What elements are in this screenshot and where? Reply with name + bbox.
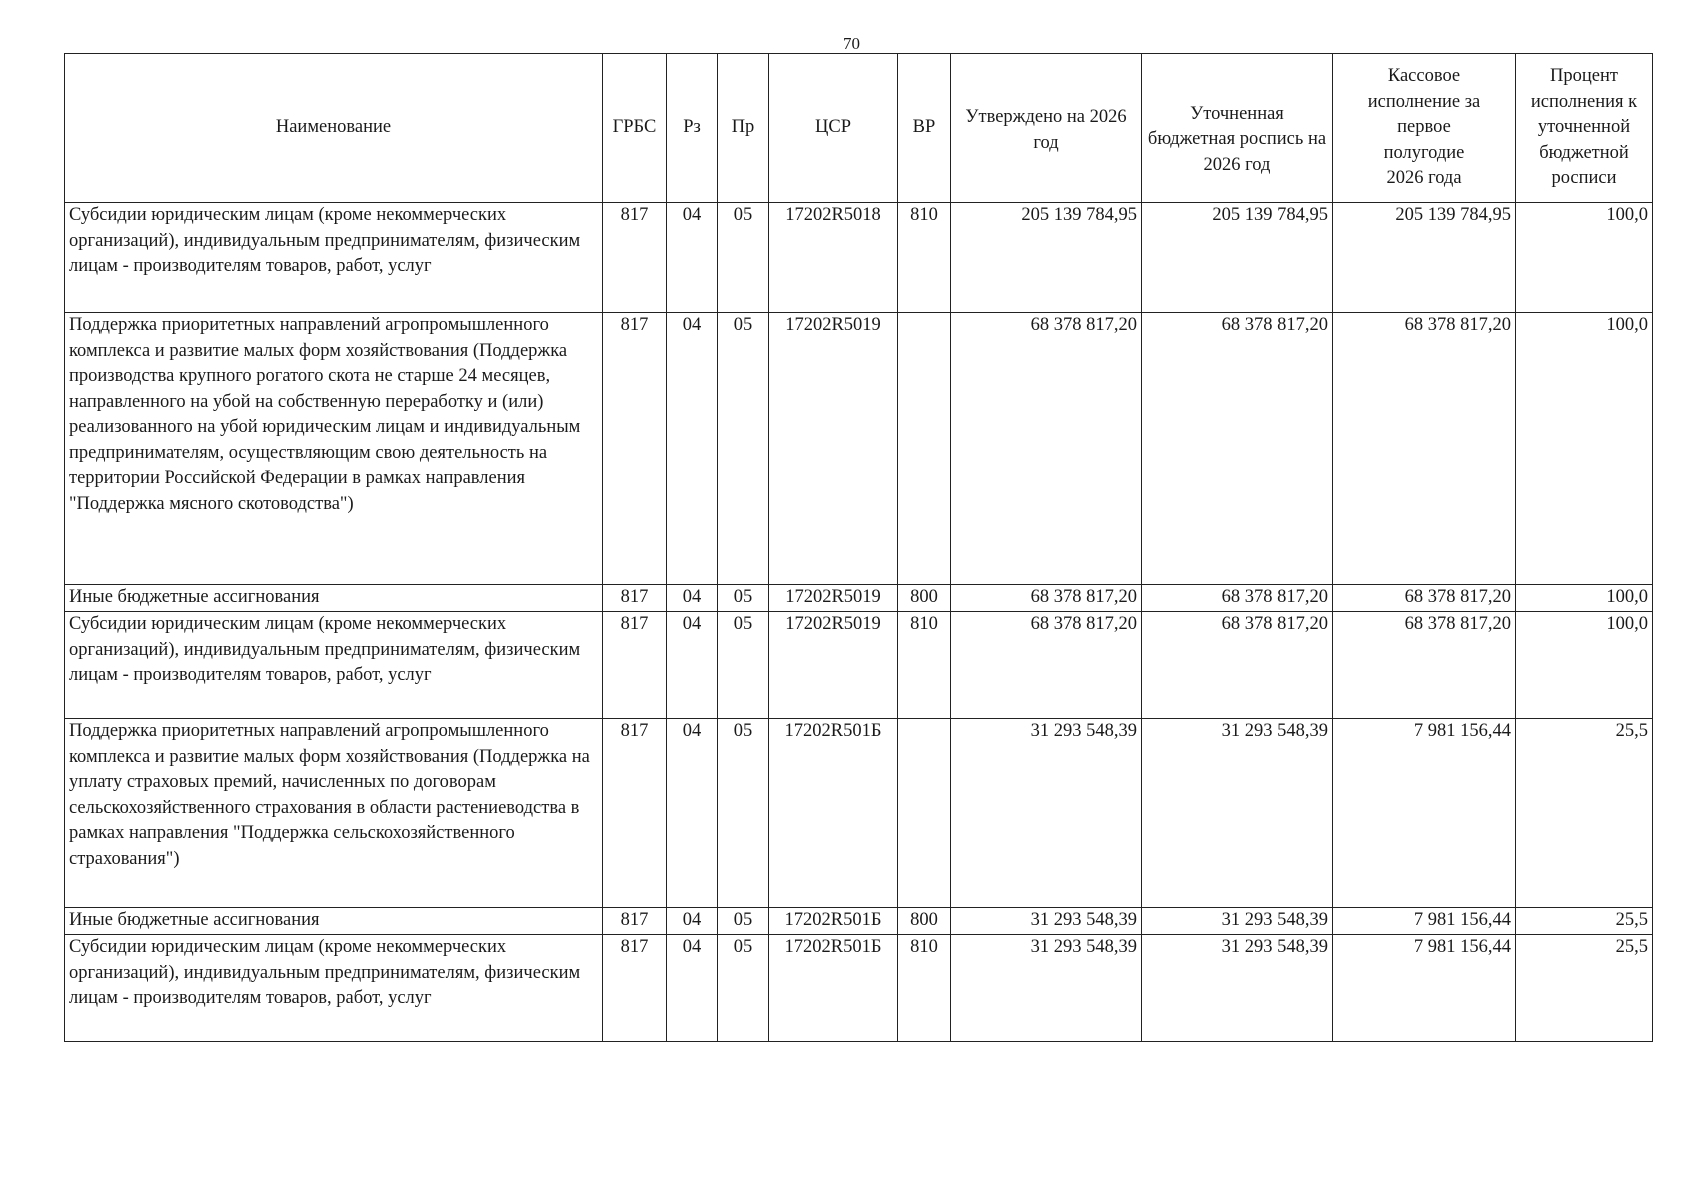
row-cash: 68 378 817,20 (1333, 585, 1516, 612)
row-pr: 05 (718, 935, 769, 1042)
row-pr: 05 (718, 612, 769, 719)
header-percent: Процент исполнения к уточненной бюджетной росписи (1516, 54, 1653, 203)
header-vr: ВР (898, 54, 951, 203)
table-row (65, 908, 1653, 935)
row-rz: 04 (667, 612, 718, 719)
row-refined: 68 378 817,20 (1142, 313, 1333, 585)
row-pr: 05 (718, 908, 769, 935)
row-cash: 7 981 156,44 (1333, 908, 1516, 935)
row-percent: 25,5 (1516, 908, 1653, 935)
table-header-row (65, 54, 1653, 203)
row-percent: 100,0 (1516, 203, 1653, 313)
row-pr: 05 (718, 585, 769, 612)
row-percent: 25,5 (1516, 935, 1653, 1042)
row-vr: 800 (898, 908, 951, 935)
row-refined: 68 378 817,20 (1142, 612, 1333, 719)
row-grbs: 817 (603, 203, 667, 313)
row-csr: 17202R5019 (769, 585, 898, 612)
table-row (65, 719, 1653, 908)
row-cash: 7 981 156,44 (1333, 719, 1516, 908)
row-vr (898, 313, 951, 585)
row-csr: 17202R501Б (769, 719, 898, 908)
row-csr: 17202R501Б (769, 935, 898, 1042)
row-cash: 68 378 817,20 (1333, 612, 1516, 719)
row-percent: 25,5 (1516, 719, 1653, 908)
table-row (65, 935, 1653, 1042)
row-rz: 04 (667, 908, 718, 935)
row-rz: 04 (667, 313, 718, 585)
table-row (65, 612, 1653, 719)
row-name: Иные бюджетные ассигнования (65, 585, 603, 612)
table-row (65, 313, 1653, 585)
row-csr: 17202R5019 (769, 313, 898, 585)
row-rz: 04 (667, 935, 718, 1042)
row-refined: 205 139 784,95 (1142, 203, 1333, 313)
row-percent: 100,0 (1516, 612, 1653, 719)
row-pr: 05 (718, 313, 769, 585)
table-row (65, 203, 1653, 313)
row-approved: 68 378 817,20 (951, 612, 1142, 719)
row-approved: 31 293 548,39 (951, 908, 1142, 935)
header-pr: Пр (718, 54, 769, 203)
row-grbs: 817 (603, 719, 667, 908)
budget-execution-table (64, 53, 1653, 1042)
page-number: 70 (843, 34, 860, 53)
row-refined: 68 378 817,20 (1142, 585, 1333, 612)
row-approved: 68 378 817,20 (951, 313, 1142, 585)
header-approved: Утверждено на 2026 год (951, 54, 1142, 203)
row-approved: 31 293 548,39 (951, 935, 1142, 1042)
row-rz: 04 (667, 719, 718, 908)
row-grbs: 817 (603, 313, 667, 585)
row-name: Поддержка приоритетных направлений агропромышленного комплекса и развитие малых форм хозяйствования (Поддержка производства крупного рогатого скота не старше 24 месяцев, направленного на убой на собственную переработку и (или) реализованного на убой юридическим лицам и индивидуальным предпринимателям, осуществляющим свою деятельность на территории Российской Федерации в рамках направления "Поддержка мясного скотоводства") (65, 313, 603, 585)
row-vr (898, 719, 951, 908)
header-cash: Кассовое исполнение за первое полугодие 2026 года (1333, 54, 1516, 203)
row-grbs: 817 (603, 908, 667, 935)
row-approved: 205 139 784,95 (951, 203, 1142, 313)
row-rz: 04 (667, 585, 718, 612)
row-cash: 68 378 817,20 (1333, 313, 1516, 585)
row-name: Субсидии юридическим лицам (кроме некоммерческих организаций), индивидуальным предпринимателям, физическим лицам - производителям товаров, работ, услуг (65, 203, 603, 313)
row-vr: 810 (898, 612, 951, 719)
header-name: Наименование (65, 54, 603, 203)
row-name: Субсидии юридическим лицам (кроме некоммерческих организаций), индивидуальным предпринимателям, физическим лицам - производителям товаров, работ, услуг (65, 935, 603, 1042)
row-name: Поддержка приоритетных направлений агропромышленного комплекса и развитие малых форм хозяйствования (Поддержка на уплату страховых премий, начисленных по договорам сельскохозяйственного страхования в области растениеводства в рамках направления "Поддержка сельскохозяйственного страхования") (65, 719, 603, 908)
row-approved: 31 293 548,39 (951, 719, 1142, 908)
header-csr: ЦСР (769, 54, 898, 203)
row-csr: 17202R5019 (769, 612, 898, 719)
header-rz: Рз (667, 54, 718, 203)
header-refined: Уточненная бюджетная роспись на 2026 год (1142, 54, 1333, 203)
row-cash: 7 981 156,44 (1333, 935, 1516, 1042)
row-approved: 68 378 817,20 (951, 585, 1142, 612)
row-name: Субсидии юридическим лицам (кроме некоммерческих организаций), индивидуальным предпринимателям, физическим лицам - производителям товаров, работ, услуг (65, 612, 603, 719)
row-percent: 100,0 (1516, 313, 1653, 585)
row-refined: 31 293 548,39 (1142, 719, 1333, 908)
row-refined: 31 293 548,39 (1142, 908, 1333, 935)
table-row (65, 585, 1653, 612)
row-csr: 17202R501Б (769, 908, 898, 935)
row-vr: 800 (898, 585, 951, 612)
row-pr: 05 (718, 203, 769, 313)
header-grbs: ГРБС (603, 54, 667, 203)
row-grbs: 817 (603, 612, 667, 719)
row-cash: 205 139 784,95 (1333, 203, 1516, 313)
row-percent: 100,0 (1516, 585, 1653, 612)
row-vr: 810 (898, 203, 951, 313)
row-grbs: 817 (603, 935, 667, 1042)
row-refined: 31 293 548,39 (1142, 935, 1333, 1042)
row-rz: 04 (667, 203, 718, 313)
row-csr: 17202R5018 (769, 203, 898, 313)
row-grbs: 817 (603, 585, 667, 612)
row-pr: 05 (718, 719, 769, 908)
row-vr: 810 (898, 935, 951, 1042)
row-name: Иные бюджетные ассигнования (65, 908, 603, 935)
table-body (65, 203, 1653, 1042)
